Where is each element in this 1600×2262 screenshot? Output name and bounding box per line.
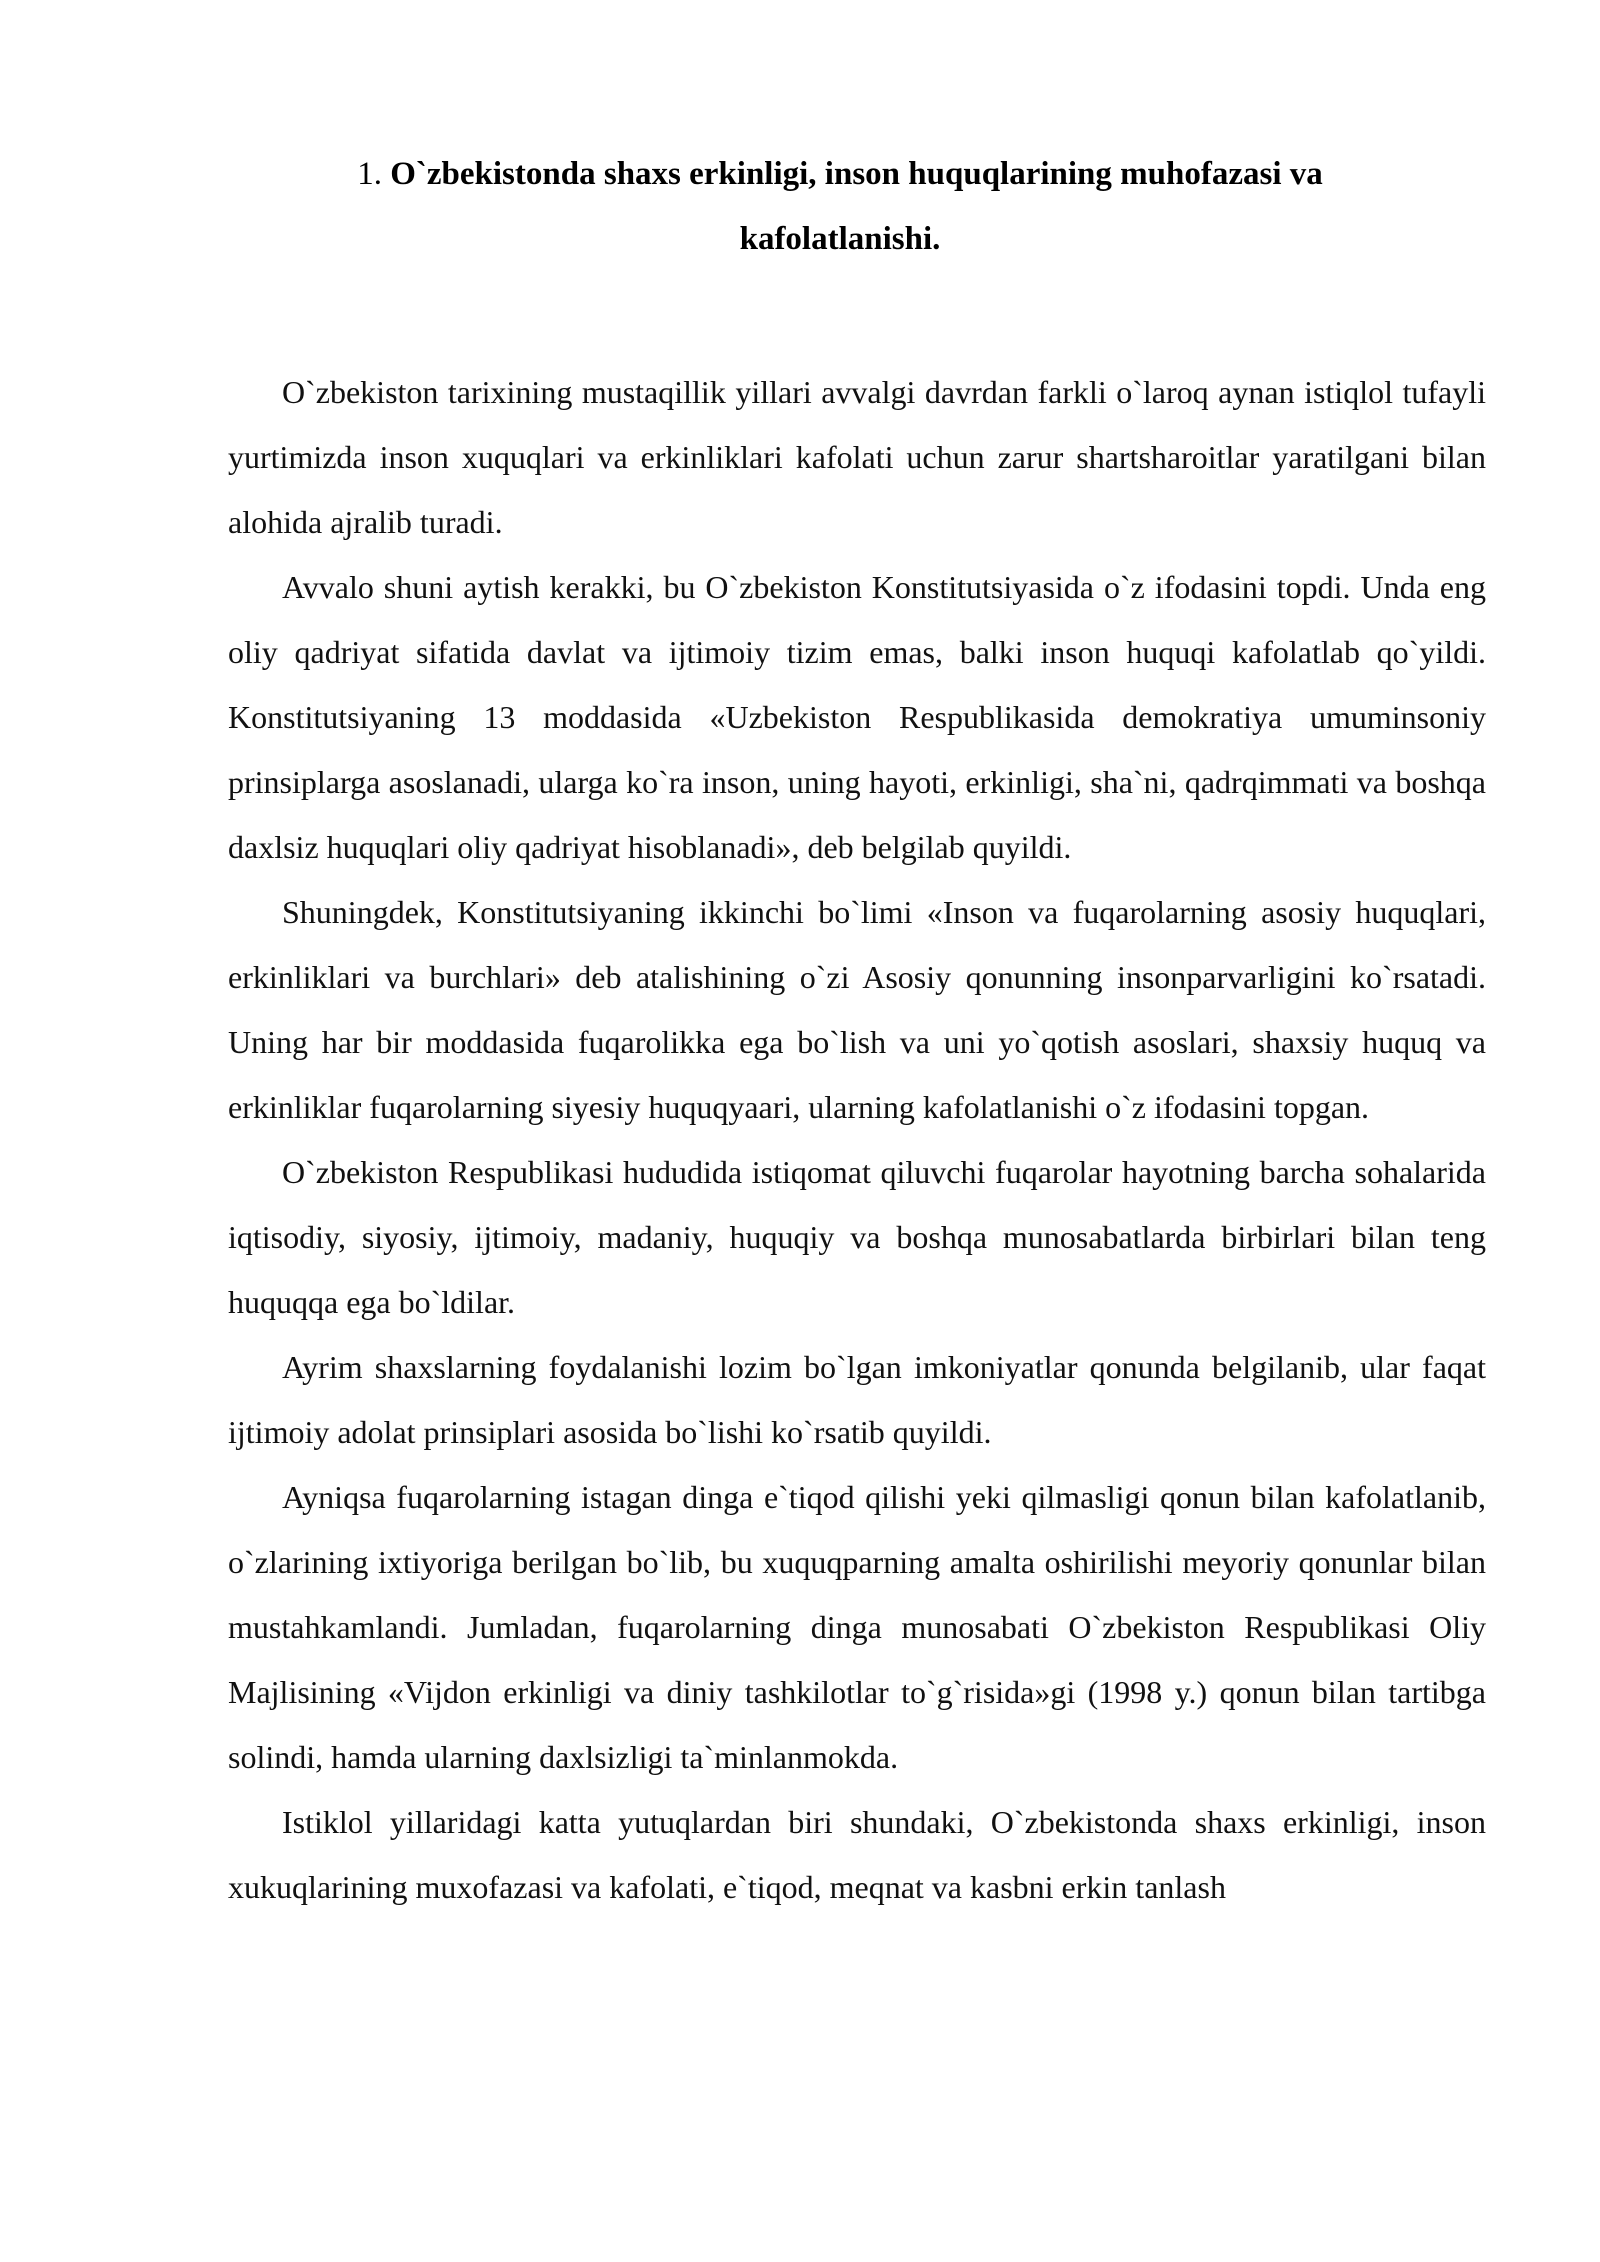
section-heading — [320, 142, 1360, 272]
paragraph: Istiklol yillaridagi katta yutuqlardan biri shundaki, O`zbekistonda shaxs erkinligi, inson xukuqlarining muxofazasi va kafolati, e`tiqod, meqnat va kasbni erkin tanlash — [228, 1804, 1486, 1905]
section-number: 1. — [357, 156, 382, 192]
paragraph: Ayniqsa fuqarolarning istagan dinga e`tiqod qilishi yeki qilmasligi qonun bilan kafolatlanib, o`zlarining ixtiyoriga berilgan bo`lib, bu xuquqparning amalta oshirilishi meyoriy qonunlar bilan mustahkamlandi. Jumladan, fuqarolarning dinga munosabati O`zbekiston Respublikasi Oliy Majlisining «Vijdon erkinligi va diniy tashkilotlar to`g`risida»gi (1998 y.) qonun bilan tartibga solindi, hamda ularning daxlsizligi ta`minlanmokda. — [228, 1479, 1486, 1775]
section-title: O`zbekistonda shaxs erkinligi, inson huquqlarining muhofazasi va kafolatlanishi. — [390, 156, 1323, 257]
paragraph: Avvalo shuni aytish kerakki, bu O`zbekiston Konstitutsiyasida o`z ifodasini topdi. Unda eng oliy qadriyat sifatida davlat va ijtimoiy tizim emas, balki inson huquqi kafolatlab qo`yildi. Konstitutsiyaning 13 moddasida «Uzbekiston Respublikasida demokratiya umuminsoniy prinsiplarga asoslanadi, ularga ko`ra inson, uning hayoti, erkinligi, sha`ni, qadrqimmati va boshqa daxlsiz huquqlari oliy qadriyat hisoblanadi», deb belgilab quyildi. — [228, 569, 1486, 865]
paragraph: Ayrim shaxslarning foydalanishi lozim bo`lgan imkoniyatlar qonunda belgilanib, ular faqat ijtimoiy adolat prinsiplari asosida bo`lishi ko`rsatib quyildi. — [228, 1349, 1486, 1450]
paragraph: O`zbekiston Respublikasi hududida istiqomat qiluvchi fuqarolar hayotning barcha sohalarida iqtisodiy, siyosiy, ijtimoiy, madaniy, huquqiy va boshqa munosabatlarda birbirlari bilan teng huquqqa ega bo`ldilar. — [228, 1154, 1486, 1320]
paragraph: O`zbekiston tarixining mustaqillik yillari avvalgi davrdan farkli o`laroq aynan istiqlol tufayli yurtimizda inson xuquqlari va erkinliklari kafolati uchun zarur shartsharoitlar yaratilgani bilan alohida ajralib turadi. — [228, 374, 1486, 540]
document-body — [228, 360, 1486, 1920]
paragraph: Shuningdek, Konstitutsiyaning ikkinchi bo`limi «Inson va fuqarolarning asosiy huquqlari, erkinliklari va burchlari» deb atalishining o`zi Asosiy qonunning insonparvarligini ko`rsatadi. Uning har bir moddasida fuqarolikka ega bo`lish va uni yo`qotish asoslari, shaxsiy huquq va erkinliklar fuqarolarning siyesiy huquqyaari, ularning kafolatlanishi o`z ifodasini topgan. — [228, 894, 1486, 1125]
